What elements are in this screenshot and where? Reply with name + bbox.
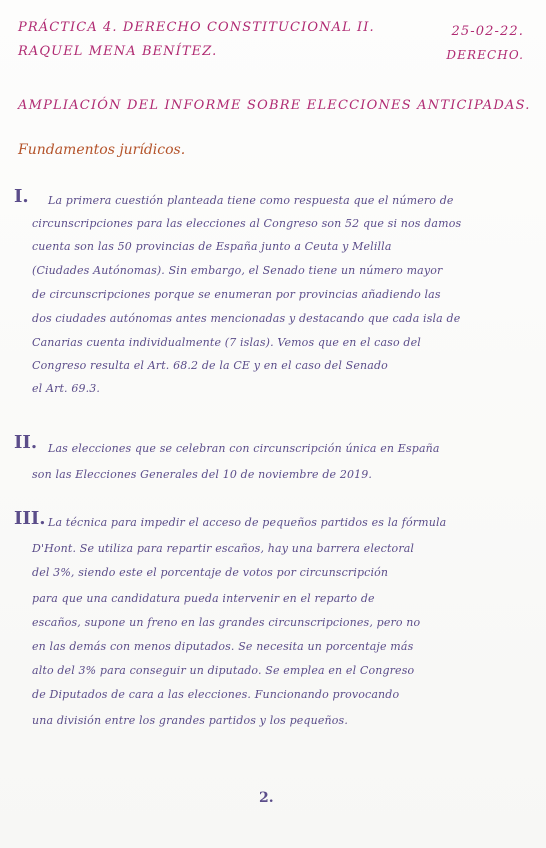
paragraph-line: del 3%, siendo este el porcentaje de votos por circunscripción: [32, 566, 389, 579]
paragraph-line: circunscripciones para las elecciones al Congreso son 52 que si nos damos: [32, 217, 462, 230]
page-number: 2.: [259, 790, 274, 806]
paragraph-1: [14, 186, 534, 406]
paragraph-line: La técnica para impedir el acceso de pequeños partidos es la fórmula: [48, 516, 447, 529]
paragraph-line: dos ciudades autónomas antes mencionadas y destacando que cada isla de: [32, 312, 461, 325]
paragraph-numeral: II.: [14, 432, 38, 453]
header-group: DERECHO.: [446, 48, 524, 62]
paragraph-line: cuenta son las 50 provincias de España junto a Ceuta y Melilla: [32, 240, 392, 253]
paragraph-3: [14, 508, 534, 748]
paragraph-line: alto del 3% para conseguir un diputado. Se emplea en el Congreso: [32, 664, 415, 677]
paragraph-line: La primera cuestión planteada tiene como respuesta que el número de: [48, 194, 454, 207]
paragraph-numeral: III.: [14, 508, 46, 529]
header-course: PRÁCTICA 4. DERECHO CONSTITUCIONAL II.: [18, 20, 375, 35]
paragraph-line: de Diputados de cara a las elecciones. Funcionando provocando: [32, 688, 400, 701]
paragraph-line: una división entre los grandes partidos y los pequeños.: [32, 714, 348, 727]
paragraph-line: son las Elecciones Generales del 10 de noviembre de 2019.: [32, 468, 373, 481]
paragraph-2: [14, 432, 534, 492]
paragraph-line: para que una candidatura pueda intervenir en el reparto de: [32, 592, 375, 605]
page-title: AMPLIACIÓN DEL INFORME SOBRE ELECCIONES ANTICIPADAS.: [18, 98, 531, 113]
paragraph-numeral: I.: [14, 186, 29, 207]
header-date: 25-02-22.: [451, 24, 524, 39]
paragraph-line: Las elecciones que se celebran con circunscripción única en España: [48, 442, 440, 455]
paragraph-line: escaños, supone un freno en las grandes circunscripciones, pero no: [32, 616, 421, 629]
paragraph-line: de circunscripciones porque se enumeran por provincias añadiendo las: [32, 288, 441, 301]
paragraph-line: Congreso resulta el Art. 68.2 de la CE y en el caso del Senado: [32, 359, 388, 372]
paragraph-line: el Art. 69.3.: [32, 382, 101, 395]
section-heading: Fundamentos jurídicos.: [18, 142, 186, 158]
header-author: RAQUEL MENA BENÍTEZ.: [18, 44, 218, 59]
paragraph-line: (Ciudades Autónomas). Sin embargo, el Senado tiene un número mayor: [32, 264, 443, 277]
paragraph-line: Canarias cuenta individualmente (7 islas). Vemos que en el caso del: [32, 336, 421, 349]
paragraph-line: en las demás con menos diputados. Se necesita un porcentaje más: [32, 640, 414, 653]
paragraph-line: D'Hont. Se utiliza para repartir escaños, hay una barrera electoral: [32, 542, 415, 555]
